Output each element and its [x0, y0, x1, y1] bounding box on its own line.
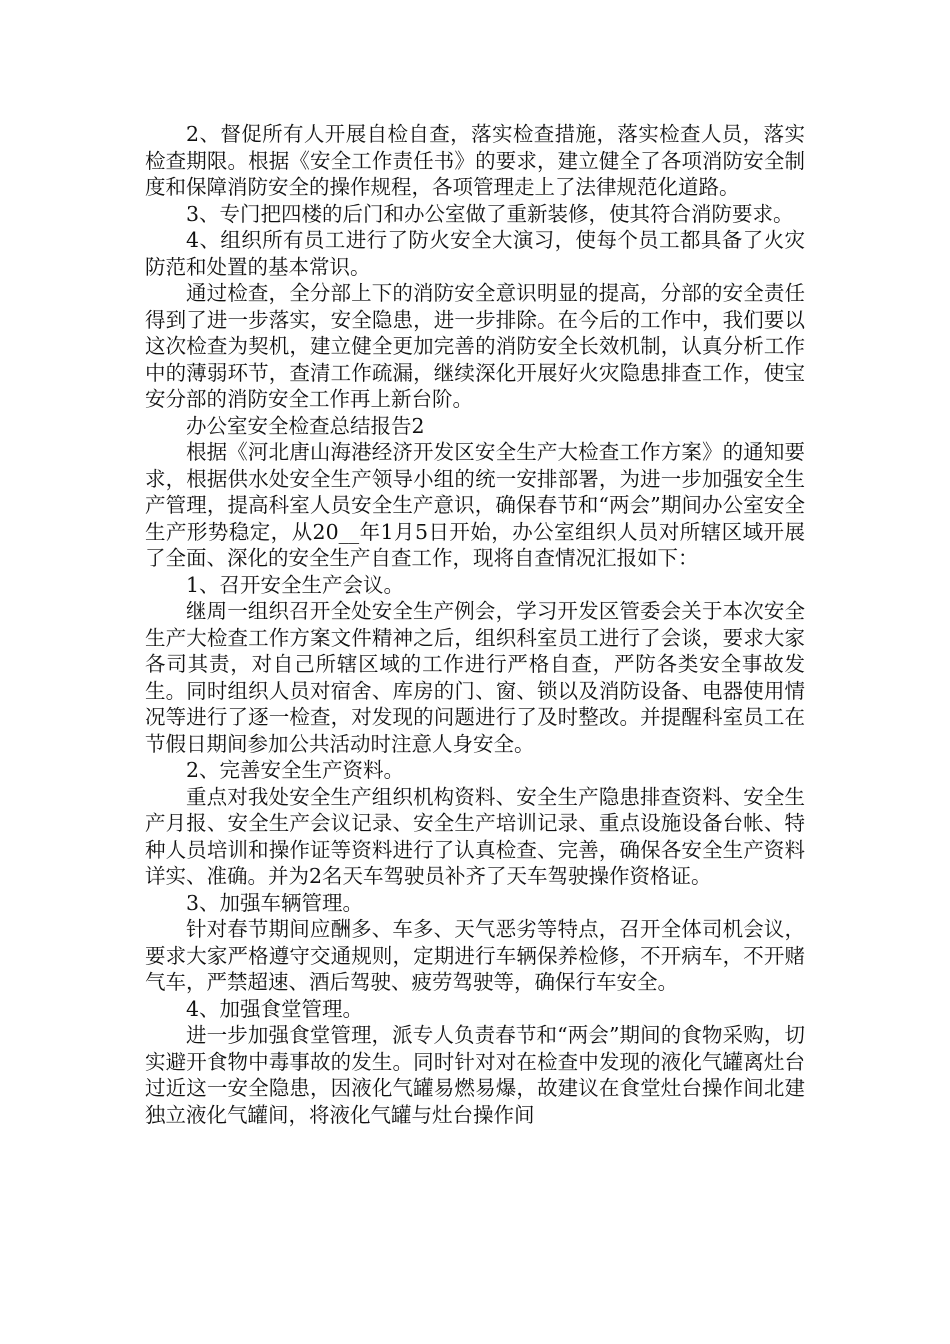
heading-section-4: 4、加强食堂管理。: [186, 996, 364, 1021]
paragraph-section-4: 进一步加强食堂管理，派专人负责春节和“两会”期间的食物采购，切实避开食物中毒事故的发生。同时针对对在检查中发现的液化气罐离灶台过近这一安全隐患，因液化气罐易燃易爆，故建议在食堂灶台操作间北建独立液化气罐间，将液化气罐与灶台操作间: [145, 1023, 805, 1127]
paragraph-report-intro: 根据《河北唐山海港经济开发区安全生产大检查工作方案》的通知要求，根据供水处安全生产领导小组的统一安排部署，为进一步加强安全生产管理，提高科室人员安全生产意识，确保春节和“两会”期间办公室安全生产形势稳定，从20__年1月5日开始，办公室组织人员对所辖区域开展了全面、深化的安全生产自查工作，现将自查情况汇报如下：: [145, 440, 805, 570]
paragraph-section-2: 重点对我处安全生产组织机构资料、安全生产隐患排查资料、安全生产月报、安全生产会议记录、安全生产培训记录、重点设施设备台帐、特种人员培训和操作证等资料进行了认真检查、完善，确保各安全生产资料详实、准确。并为2名天车驾驶员补齐了天车驾驶操作资格证。: [145, 784, 805, 888]
paragraph-item-3: 3、专门把四楼的后门和办公室做了重新装修，使其符合消防要求。: [186, 201, 794, 226]
paragraph-item-4: 4、组织所有员工进行了防火安全大演习，使每个员工都具备了火灾防范和处置的基本常识。: [145, 228, 805, 279]
paragraph-item-2: 2、督促所有人开展自检自查，落实检查措施，落实检查人员，落实检查期限。根据《安全工作责任书》的要求，建立健全了各项消防安全制度和保障消防安全的操作规程，各项管理走上了法律规范化道路。: [145, 122, 805, 199]
heading-section-3: 3、加强车辆管理。: [186, 890, 364, 915]
paragraph-section-1: 继周一组织召开全处安全生产例会，学习开发区管委会关于本次安全生产大检查工作方案文件精神之后，组织科室员工进行了会谈，要求大家各司其责，对自己所辖区域的工作进行严格自查，严防各类安全事故发生。同时组织人员对宿舍、库房的门、窗、锁以及消防设备、电器使用情况等进行了逐一检查，对发现的问题进行了及时整改。并提醒科室员工在节假日期间参加公共活动时注意人身安全。: [145, 599, 805, 756]
report-2-title: 办公室安全检查总结报告2: [186, 413, 425, 438]
heading-section-1: 1、召开安全生产会议。: [186, 572, 405, 597]
heading-section-2: 2、完善安全生产资料。: [186, 758, 405, 782]
document-body: [145, 121, 805, 1128]
paragraph-section-3: 针对春节期间应酬多、车多、天气恶劣等特点，召开全体司机会议，要求大家严格遵守交通规则，定期进行车辆保养检修，不开病车，不开赌气车，严禁超速、酒后驾驶、疲劳驾驶等，确保行车安全。: [145, 917, 805, 994]
paragraph-summary: 通过检查，全分部上下的消防安全意识明显的提高，分部的安全责任得到了进一步落实，安全隐患，进一步排除。在今后的工作中，我们要以这次检查为契机，建立健全更加完善的消防安全长效机制，认真分析工作中的薄弱环节，查清工作疏漏，继续深化开展好火灾隐患排查工作，使宝安分部的消防安全工作再上新台阶。: [145, 281, 805, 411]
